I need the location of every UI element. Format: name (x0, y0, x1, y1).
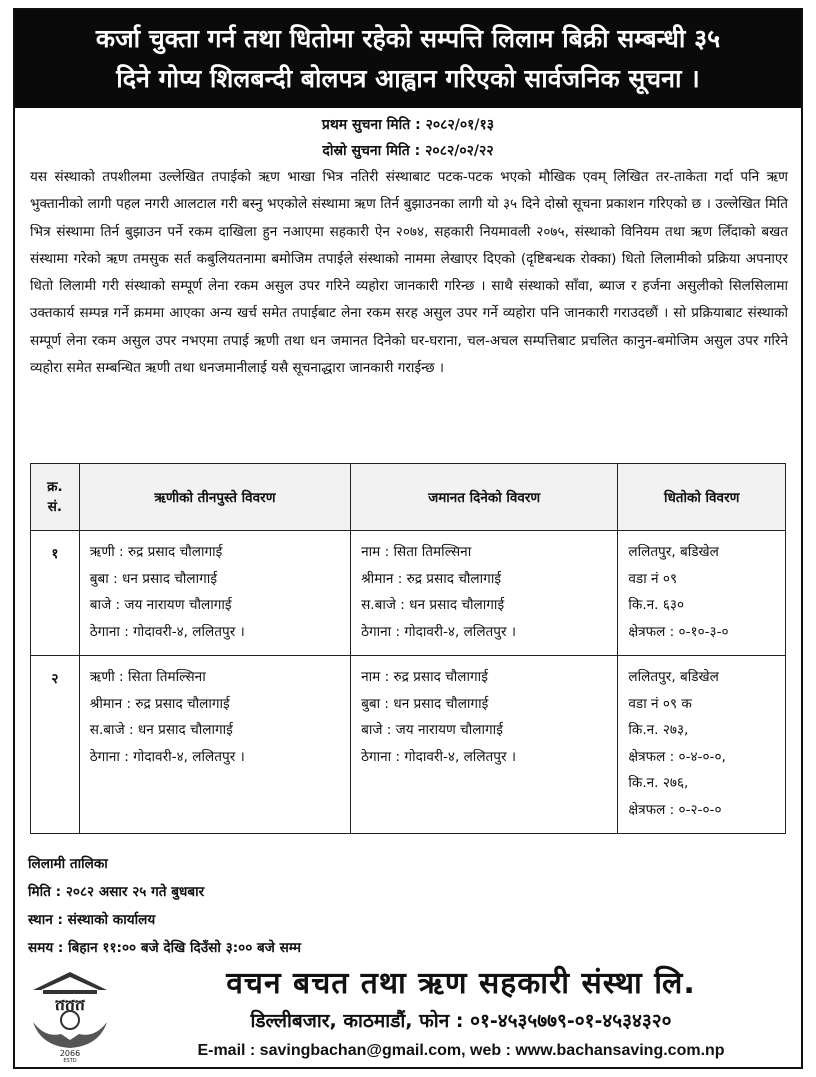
collateral-cell: ललितपुर, बडिखेल वडा नं ०९ क कि.न. २७३, क्षेत्रफल : ०-४-०-०, कि.न. २७६, क्षेत्रफल : ०-२-०-० (618, 656, 786, 834)
title-line-2: दिने गोप्य शिलबन्दी बोलपत्र आह्वान गरिएको सार्वजनिक सूचना । (116, 64, 700, 93)
auction-place: स्थान : संस्थाको कार्यालय (28, 912, 156, 928)
header-serial: क्र. सं. (31, 464, 80, 531)
borrower-cell: ऋणी : सिता तिमल्सिना श्रीमान : रुद्र प्रसाद चौलागाई स.बाजे : धन प्रसाद चौलागाई ठेगाना : गोदावरी-४, ललितपुर । (79, 656, 350, 834)
header-collateral: धितोको विवरण (618, 464, 786, 531)
svg-text:ሸሸሸ: ሸሸሸ (55, 995, 85, 1014)
organization-address: डिल्लीबजार, काठमाडौं, फोन : ०१-४५३५७७९-०१-४५३४३२० (250, 1010, 672, 1032)
organization-name: वचन बचत तथा ऋण सहकारी संस्था लि. (226, 966, 696, 1001)
collateral-table (30, 463, 786, 834)
borrower-cell: ऋणी : रुद्र प्रसाद चौलागाई बुबा : धन प्रसाद चौलागाई बाजे : जय नारायण चौलागाई ठेगाना : गोदावरी-४, ललितपुर । (79, 531, 350, 656)
auction-title: लिलामी तालिका (28, 856, 108, 872)
table-row (31, 531, 786, 656)
organization-footer (15, 964, 801, 1067)
guarantor-cell: नाम : सिता तिमल्सिना श्रीमान : रुद्र प्रसाद चौलागाई स.बाजे : धन प्रसाद चौलागाई ठेगाना : गोदावरी-४, ललितपुर । (351, 531, 618, 656)
cooperative-logo-icon (25, 968, 115, 1062)
first-notice-label: प्रथम सुचना मिति : (321, 117, 421, 133)
svg-text:2066: 2066 (59, 1049, 81, 1058)
collateral-cell: ललितपुर, बडिखेल वडा नं ०९ कि.न. ६३० क्षेत्रफल : ०-१०-३-० (618, 531, 786, 656)
notice-body: यस संस्थाको तपशीलमा उल्लेखित तपाईको ऋण भाखा भित्र नतिरी संस्थाबाट पटक-पटक भएको मौखिक एवम् लिखित तर-ताकेता गर्दा पनि ऋण भुक्तानीको लागी पहल नगरी आलटाल गरी बस्नु भएकोले संस्थामा ऋण तिर्न बुझाउनका लागी यो ३५ दिने दोस्रो सूचना प्रकाशन गरिएको छ । उल्लेखित मिति भित्र संस्थामा तिर्न बुझाउन पर्ने रकम दाखिला हुन नआएमा सहकारी ऐन २०७४, सहकारी नियमावली २०७५, संस्थाको विनियम तथा ऋण लिँदाको बखत संस्थामा गरेको ऋण तमसुक सर्त कबुलियतनामा बमोजिम तपाईले संस्थाको नाममा लेखाएर दिएको (दृष्टिबन्धक रोक्का) धितो लिलामीको प्रक्रिया अपनाएर धितो लिलामी गरी संस्थाको सम्पूर्ण लेना रकम असुल उपर गरिने व्यहोरा जानकारी गरिन्छ । साथै संस्थाको साँवा, ब्याज र हर्जना असुलीको सिलसिलामा उक्तकार्य सम्पन्न गर्ने क्रममा आएका अन्य खर्च समेत तपाईबाट लेना रकम सरह असुल उपर गर्ने व्यहोरा पनि जानकारी गराउदछौं । सो प्रक्रियाबाट संस्थाको सम्पूर्ण लेना रकम असुल उपर नभएमा तपाई ऋणी तथा धन जमानत दिनेको घर-घराना, चल-अचल सम्पत्तिबाट प्रचलित कानुन-बमोजिम असुल उपर गरिने व्यहोरा समेत सम्बन्धित ऋणी तथा धनजमानीलाई यसै सूचनाद्धारा जानकारी गराईन्छ । (30, 169, 788, 377)
second-notice-date (15, 138, 801, 164)
auction-date: मिति : २०८२ असार २५ गते बुधबार (28, 884, 205, 900)
title-line-1: कर्जा चुक्ता गर्न तथा धितोमा रहेको सम्पत्ति लिलाम बिक्री सम्बन्धी ३५ (95, 24, 721, 53)
table-row (31, 656, 786, 834)
table-header-row (31, 464, 786, 531)
header-guarantor: जमानत दिनेको विवरण (351, 464, 618, 531)
first-notice-value: २०८२/०१/१३ (425, 117, 495, 133)
row-serial: १ (31, 531, 80, 656)
guarantor-cell: नाम : रुद्र प्रसाद चौलागाई बुबा : धन प्रसाद चौलागाई बाजे : जय नारायण चौलागाई ठेगाना : गोदावरी-४, ललितपुर । (351, 656, 618, 834)
notice-dates (15, 112, 801, 164)
notice-header (15, 10, 801, 108)
organization-contact: E-mail : savingbachan@gmail.com, web : www.bachansaving.com.np (197, 1042, 725, 1059)
auction-schedule (28, 850, 301, 962)
header-borrower: ऋणीको तीनपुस्ते विवरण (79, 464, 350, 531)
svg-text:ESTD: ESTD (63, 1058, 77, 1062)
auction-time: समय : बिहान ११:०० बजे देखि दिउँसो ३:०० बजे सम्म (28, 940, 301, 956)
first-notice-date (15, 112, 801, 138)
second-notice-value: २०८२/०२/२२ (425, 143, 494, 159)
second-notice-label: दोस्रो सुचना मिति : (322, 143, 421, 159)
row-serial: २ (31, 656, 80, 834)
